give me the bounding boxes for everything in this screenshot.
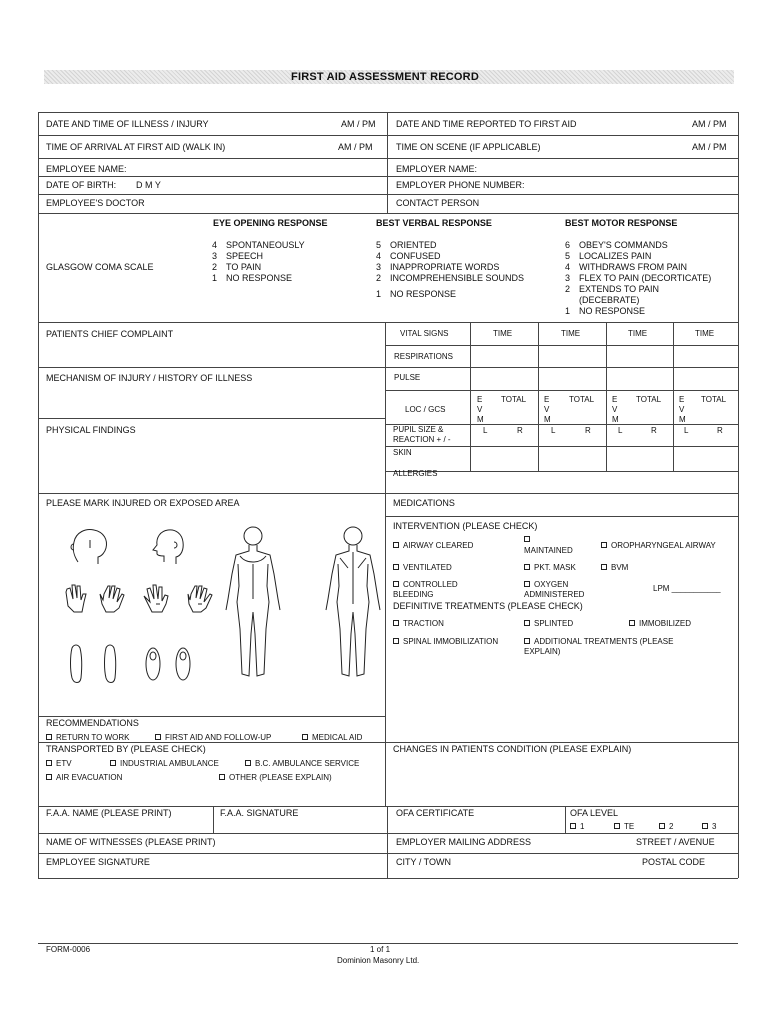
head-outline-icon[interactable] — [64, 526, 116, 566]
list-item: 1 NO RESPONSE — [565, 306, 646, 316]
gcs-m: M — [544, 415, 551, 424]
checkbox-icon[interactable] — [570, 823, 576, 829]
divider — [387, 112, 388, 213]
gcs-v: V — [612, 405, 618, 414]
frame-line — [738, 112, 739, 878]
hand-outline-icon[interactable] — [140, 582, 220, 616]
checkbox-icon[interactable] — [393, 564, 399, 570]
verbal-response-title: BEST VERBAL RESPONSE — [376, 218, 492, 228]
list-item: 3 INAPPROPRIATE WORDS — [376, 262, 500, 272]
foot-outline-icon[interactable] — [66, 642, 126, 686]
employee-name-label: EMPLOYEE NAME: — [46, 164, 127, 174]
form-number: FORM-0006 — [46, 945, 91, 954]
changes-label: CHANGES IN PATIENTS CONDITION (PLEASE EXPLAIN) — [393, 744, 632, 754]
gcs-m: M — [477, 415, 484, 424]
body-outline-icon[interactable] — [318, 524, 388, 684]
employer-mailing-label: EMPLOYER MAILING ADDRESS — [396, 837, 532, 847]
list-item: 1 NO RESPONSE — [212, 273, 293, 283]
list-item: 2 INCOMPREHENSIBLE SOUNDS — [376, 273, 525, 283]
pupil-left: L — [483, 426, 488, 435]
divider — [565, 806, 566, 833]
gcs-v: V — [544, 405, 550, 414]
traction-option[interactable]: TRACTION — [393, 619, 444, 629]
gcs-e: E — [544, 395, 550, 404]
divider — [387, 806, 388, 878]
time-header: TIME — [695, 329, 715, 338]
lpm-field[interactable]: LPM ___________ — [653, 584, 721, 593]
gcs-m: M — [679, 415, 686, 424]
transported-label: TRANSPORTED BY (PLEASE CHECK) — [46, 744, 206, 754]
motor-response-title: BEST MOTOR RESPONSE — [565, 218, 678, 228]
grid-line — [385, 471, 738, 472]
checkbox-icon[interactable] — [46, 774, 52, 780]
employer-name-label: EMPLOYER NAME: — [396, 164, 478, 174]
immobilized-option[interactable]: IMMOBILIZED — [629, 619, 691, 629]
ventilated-option[interactable]: VENTILATED — [393, 563, 452, 573]
list-item: 6 OBEY'S COMMANDS — [565, 240, 668, 250]
grid-line — [385, 390, 738, 391]
list-item: 4 WITHDRAWS FROM PAIN — [565, 262, 687, 272]
maintained-label: MAINTAINED — [524, 546, 573, 555]
verbal-response-list — [376, 240, 524, 300]
time-header: TIME — [493, 329, 513, 338]
gcs-total: TOTAL — [701, 395, 727, 404]
footer-rule — [38, 943, 738, 944]
divider — [38, 806, 738, 807]
physical-findings-label: PHYSICAL FINDINGS — [46, 425, 136, 435]
ofa-level-label: OFA LEVEL — [570, 808, 619, 818]
ofa-level-te-option[interactable]: TE — [614, 822, 634, 832]
eye-response-list — [212, 240, 305, 284]
medications-label: MEDICATIONS — [393, 498, 455, 508]
additional-option[interactable]: ADDITIONAL TREATMENTS (PLEASE — [524, 637, 673, 647]
checkbox-icon[interactable] — [219, 774, 225, 780]
street-avenue-label: STREET / AVENUE — [636, 837, 715, 847]
spinal-option[interactable]: SPINAL IMMOBILIZATION — [393, 637, 498, 647]
checkbox-icon[interactable] — [393, 542, 399, 548]
pkt-mask-option[interactable]: PKT. MASK — [524, 563, 576, 573]
foot-outline-icon[interactable] — [140, 644, 200, 684]
page-number: 1 of 1 — [370, 945, 391, 954]
ampm-label: AM / PM — [692, 142, 727, 152]
grid-line — [385, 345, 738, 346]
list-item: 1 NO RESPONSE — [376, 289, 457, 299]
list-item: (DECEBRATE) — [579, 295, 640, 305]
loc-gcs-label: LOC / GCS — [405, 405, 446, 414]
recommendations-label: RECOMMENDATIONS — [46, 718, 139, 728]
splinted-option[interactable]: SPLINTED — [524, 619, 573, 629]
air-evacuation-option[interactable]: AIR EVACUATION — [46, 773, 122, 783]
dob-format: D M Y — [136, 180, 161, 190]
doctor-label: EMPLOYEE'S DOCTOR — [46, 198, 145, 208]
gcs-v: V — [679, 405, 685, 414]
checkbox-icon[interactable] — [393, 638, 399, 644]
faa-signature-label: F.A.A. SIGNATURE — [220, 808, 299, 818]
list-item: 5 ORIENTED — [376, 240, 437, 250]
divider — [38, 742, 738, 743]
checkbox-icon[interactable] — [46, 760, 52, 766]
pulse-label: PULSE — [394, 373, 421, 382]
form-title: FIRST AID ASSESSMENT RECORD — [291, 71, 479, 83]
list-item: 2 TO PAIN — [212, 262, 262, 272]
airway-cleared-option[interactable]: AIRWAY CLEARED — [393, 541, 473, 551]
bvm-option[interactable]: BVM — [601, 563, 628, 573]
list-item: 3 FLEX TO PAIN (DECORTICATE) — [565, 273, 712, 283]
body-outline-icon[interactable] — [218, 524, 288, 684]
divider — [38, 176, 738, 177]
checkbox-icon[interactable] — [629, 620, 635, 626]
pupil-left: L — [618, 426, 623, 435]
controlled-bleeding-option[interactable]: CONTROLLED — [393, 580, 458, 590]
ampm-label: AM / PM — [692, 119, 727, 129]
gcs-v: V — [477, 405, 483, 414]
gcs-e: E — [477, 395, 483, 404]
gcs-total: TOTAL — [501, 395, 527, 404]
checkbox-icon[interactable] — [524, 620, 530, 626]
pupil-left: L — [551, 426, 556, 435]
divider — [385, 516, 738, 517]
checkbox-icon[interactable] — [524, 638, 530, 644]
oropharyngeal-option[interactable]: OROPHARYNGEAL AIRWAY — [601, 541, 716, 551]
ampm-label: AM / PM — [341, 119, 376, 129]
ofa-level-3-option[interactable]: 3 — [702, 822, 716, 832]
ampm-label: AM / PM — [338, 142, 373, 152]
company-name: Dominion Masonry Ltd. — [337, 956, 420, 965]
time-arrival-label: TIME OF ARRIVAL AT FIRST AID (WALK IN) — [46, 142, 226, 152]
pupil-left: L — [684, 426, 689, 435]
contact-person-label: CONTACT PERSON — [396, 198, 480, 208]
frame-line — [38, 112, 738, 113]
time-header: TIME — [628, 329, 648, 338]
list-item: 3 SPEECH — [212, 251, 264, 261]
definitive-title: DEFINITIVE TREATMENTS (PLEASE CHECK) — [393, 601, 583, 611]
time-on-scene-label: TIME ON SCENE (IF APPLICABLE) — [396, 142, 541, 152]
pupil-label: PUPIL SIZE & — [393, 425, 444, 434]
skin-label: SKIN — [393, 448, 412, 457]
industrial-ambulance-option[interactable]: INDUSTRIAL AMBULANCE — [110, 759, 219, 769]
pupil-right: R — [651, 426, 657, 435]
list-item: 4 CONFUSED — [376, 251, 441, 261]
frame-line — [38, 112, 39, 878]
eye-response-title: EYE OPENING RESPONSE — [213, 218, 328, 228]
first-aid-followup-option[interactable]: FIRST AID AND FOLLOW-UP — [155, 733, 271, 743]
time-header: TIME — [561, 329, 581, 338]
ofa-level-2-option[interactable]: 2 — [659, 822, 673, 832]
checkbox-icon[interactable] — [659, 823, 665, 829]
divider — [213, 806, 214, 833]
divider — [38, 194, 738, 195]
pupil-right: R — [585, 426, 591, 435]
ofa-certificate-label: OFA CERTIFICATE — [396, 808, 475, 818]
employer-phone-label: EMPLOYER PHONE NUMBER: — [396, 180, 525, 190]
grid-line — [385, 367, 738, 368]
divider — [38, 418, 385, 419]
controlled-bleeding-label: BLEEDING — [393, 590, 434, 599]
gcs-m: M — [612, 415, 619, 424]
faa-name-label: F.A.A. NAME (PLEASE PRINT) — [46, 808, 172, 818]
gcs-total: TOTAL — [636, 395, 662, 404]
divider — [38, 213, 738, 214]
divider — [38, 493, 738, 494]
frame-line — [38, 878, 738, 879]
gcs-e: E — [679, 395, 685, 404]
divider — [38, 135, 738, 136]
gcs-total: TOTAL — [569, 395, 595, 404]
gcs-label: GLASGOW COMA SCALE — [46, 262, 154, 272]
other-transport-option[interactable]: OTHER (PLEASE EXPLAIN) — [219, 773, 332, 783]
divider — [38, 367, 385, 368]
postal-code-label: POSTAL CODE — [642, 857, 706, 867]
pupil-right: R — [517, 426, 523, 435]
checkbox-icon[interactable] — [524, 564, 530, 570]
medical-aid-option[interactable]: MEDICAL AID — [302, 733, 362, 743]
checkbox-icon[interactable] — [46, 734, 52, 740]
oxygen-label: ADMINISTERED — [524, 590, 585, 599]
gcs-e: E — [612, 395, 618, 404]
bc-ambulance-option[interactable]: B.C. AMBULANCE SERVICE — [245, 759, 359, 769]
dob-label: DATE OF BIRTH: — [46, 180, 117, 190]
grid-line — [385, 446, 738, 447]
divider — [38, 716, 385, 717]
checkbox-icon[interactable] — [524, 581, 530, 587]
ofa-level-1-option[interactable]: 1 — [570, 822, 584, 832]
pupil-right: R — [717, 426, 723, 435]
chief-complaint-label: PATIENTS CHIEF COMPLAINT — [46, 329, 174, 339]
etv-option[interactable]: ETV — [46, 759, 72, 769]
allergies-label: ALLERGIES — [393, 469, 438, 478]
list-item: 2 EXTENDS TO PAIN — [565, 284, 660, 294]
checkbox-icon[interactable] — [393, 581, 399, 587]
return-to-work-option[interactable]: RETURN TO WORK — [46, 733, 129, 743]
motor-response-list — [565, 240, 711, 317]
respirations-label: RESPIRATIONS — [394, 352, 453, 361]
divider — [38, 833, 738, 834]
witnesses-label: NAME OF WITNESSES (PLEASE PRINT) — [46, 837, 216, 847]
mechanism-label: MECHANISM OF INJURY / HISTORY OF ILLNESS — [46, 373, 253, 383]
additional-label: EXPLAIN) — [524, 647, 561, 656]
checkbox-icon[interactable] — [601, 542, 607, 548]
intervention-title: INTERVENTION (PLEASE CHECK) — [393, 521, 538, 531]
hand-outline-icon[interactable] — [60, 582, 130, 616]
list-item: 4 SPONTANEOUSLY — [212, 240, 305, 250]
checkbox-icon[interactable] — [702, 823, 708, 829]
date-time-illness-label: DATE AND TIME OF ILLNESS / INJURY — [46, 119, 209, 129]
date-time-reported-label: DATE AND TIME REPORTED TO FIRST AID — [396, 119, 577, 129]
city-town-label: CITY / TOWN — [396, 857, 452, 867]
divider — [38, 853, 738, 854]
checkbox-icon[interactable] — [245, 760, 251, 766]
pupil-reaction-label: REACTION + / - — [393, 435, 451, 444]
checkbox-icon[interactable] — [601, 564, 607, 570]
divider — [38, 322, 738, 323]
employee-signature-label: EMPLOYEE SIGNATURE — [46, 857, 150, 867]
checkbox-icon[interactable] — [614, 823, 620, 829]
checkbox-icon[interactable] — [155, 734, 161, 740]
divider — [38, 158, 738, 159]
oxygen-option[interactable]: OXYGEN — [524, 580, 568, 590]
checkbox-icon[interactable] — [110, 760, 116, 766]
checkbox-icon[interactable] — [393, 620, 399, 626]
maintained-option[interactable] — [524, 535, 534, 545]
checkbox-icon[interactable] — [302, 734, 308, 740]
checkbox-icon[interactable] — [524, 536, 530, 542]
list-item: 5 LOCALIZES PAIN — [565, 251, 652, 261]
head-outline-icon[interactable] — [148, 526, 188, 566]
vital-signs-label: VITAL SIGNS — [400, 329, 449, 338]
mark-area-label: PLEASE MARK INJURED OR EXPOSED AREA — [46, 498, 240, 508]
